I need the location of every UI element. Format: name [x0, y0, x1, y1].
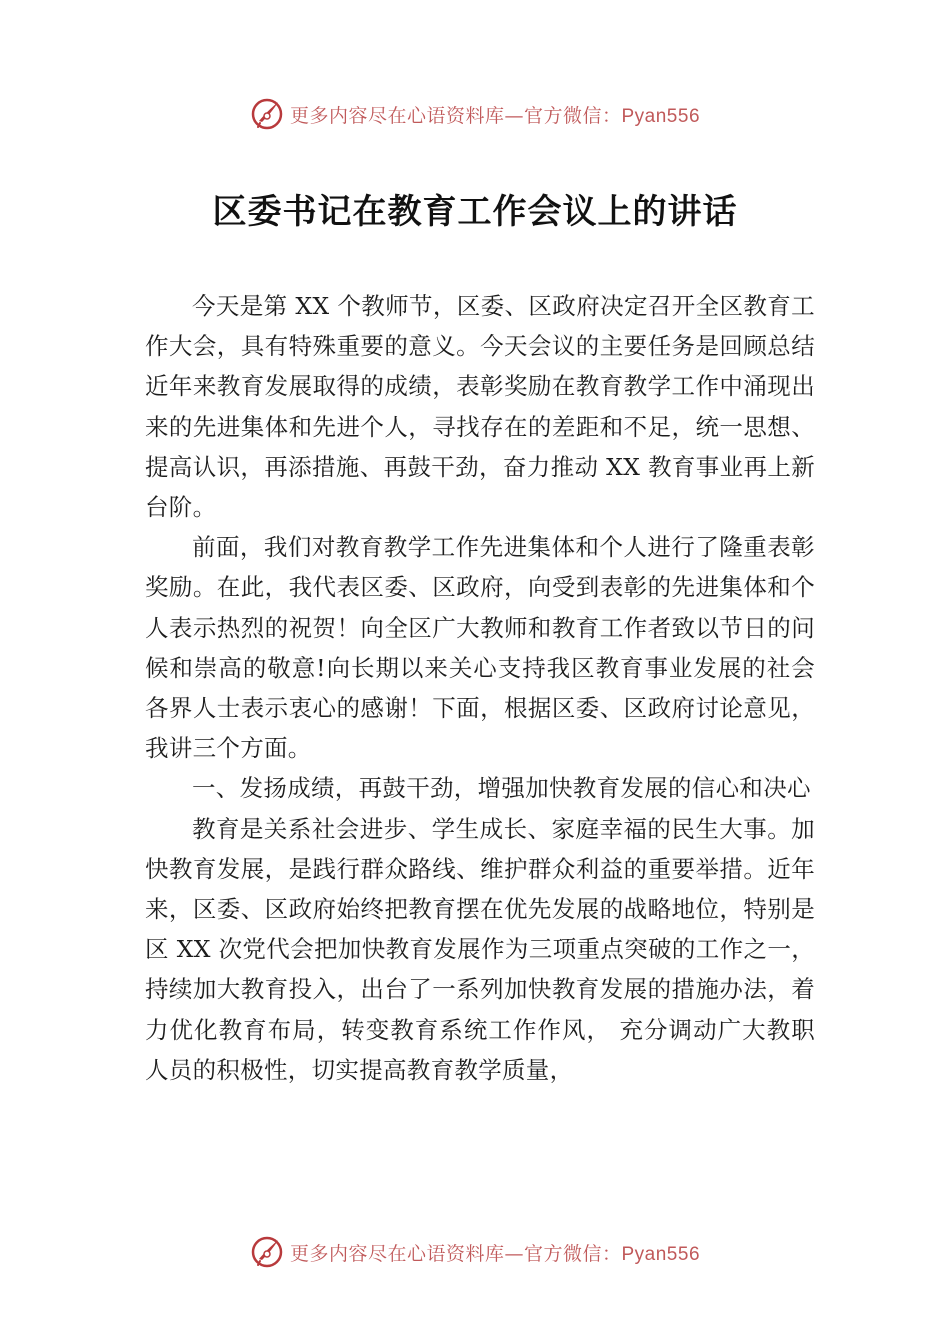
document-body	[145, 286, 815, 1090]
banner-main-text: 更多内容尽在心语资料库—官方微信：	[289, 1242, 622, 1265]
paragraph-2: 前面，我们对教育教学工作先进集体和个人进行了隆重表彰奖励。在此，我代表区委、区政府，向受到表彰的先进集体和个人表示热烈的祝贺！向全区广大教师和教育工作者致以节日的问候和崇高的敬意!向长期以来关心支持我区教育事业发展的社会各界人士表示衷心的感谢！下面，根据区委、区政府讨论意见，我讲三个方面。	[145, 533, 815, 763]
banner-wechat-id: Pyan556	[621, 1243, 701, 1265]
quill-seal-logo-icon	[250, 1235, 284, 1269]
quill-seal-logo-icon	[250, 97, 284, 131]
header-banner	[0, 94, 950, 134]
paragraph-1: 今天是第 XX 个教师节，区委、区政府决定召开全区教育工作大会，具有特殊重要的意义。今天会议的主要任务是回顾总结近年来教育发展取得的成绩，表彰奖励在教育教学工作中涌现出来的先进集体和先进个人，寻找存在的差距和不足，统一思想、提高认识，再添措施、再鼓干劲，奋力推动 XX 教育事业再上新台阶。	[145, 292, 815, 522]
banner-main-text: 更多内容尽在心语资料库—官方微信：	[289, 104, 622, 127]
banner-text	[290, 1239, 700, 1266]
paragraph-3: 教育是关系社会进步、学生成长、家庭幸福的民生大事。加快教育发展，是践行群众路线、维护群众利益的重要举措。近年来，区委、区政府始终把教育摆在优先发展的战略地位，特别是区 XX 次党代会把加快教育发展作为三项重点突破的工作之一，持续加大教育投入，出台了一系列加快教育发展的措施办法，着力优化教育布局，转变教育系统工作作风， 充分调动广大教职人员的积极性，切实提高教育教学质量，	[145, 814, 815, 1084]
footer-banner	[0, 1232, 950, 1272]
section-heading-1: 一、发扬成绩，再鼓干劲，增强加快教育发展的信心和决心	[192, 774, 811, 803]
banner-text	[290, 101, 700, 128]
banner-wechat-id: Pyan556	[621, 105, 701, 127]
document-title: 区委书记在教育工作会议上的讲话	[212, 192, 738, 232]
